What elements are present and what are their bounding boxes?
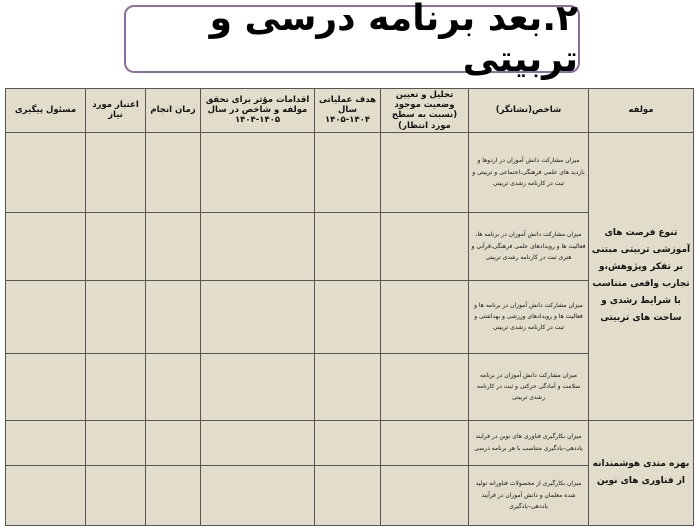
table-row (6, 132, 694, 212)
indicator-cell: میزان مشارکت دانش آموزان در برنامه سلامت و آمادگی حرکتی و ثبت در کارنامه رشدی تربیتی (469, 353, 589, 420)
header-indicator: شاخص(نشانگر) (469, 89, 589, 133)
empty-cell[interactable] (381, 420, 469, 465)
empty-cell[interactable] (315, 420, 381, 465)
empty-cell[interactable] (381, 465, 469, 525)
empty-cell[interactable] (381, 212, 469, 280)
empty-cell[interactable] (6, 280, 86, 353)
empty-cell[interactable] (381, 280, 469, 353)
empty-cell[interactable] (315, 132, 381, 212)
empty-cell[interactable] (201, 132, 315, 212)
component-cell: تنوع فرصت های آموزشی تربیتی مبتنی بر تفکر وپژوهش،و تجارب واقعی متناسب با شرایط رشدی و ساحت های تربیتی (589, 132, 694, 420)
header-actions: اقدامات مؤثر برای تحقق مولفه و شاخص در سال ۱۴۰۵-۱۴۰۴ (201, 89, 315, 133)
empty-cell[interactable] (201, 212, 315, 280)
header-row (6, 89, 694, 133)
empty-cell[interactable] (315, 280, 381, 353)
empty-cell[interactable] (315, 212, 381, 280)
empty-cell[interactable] (6, 132, 86, 212)
empty-cell[interactable] (381, 353, 469, 420)
table-row (6, 420, 694, 465)
empty-cell[interactable] (201, 420, 315, 465)
component-cell: بهره مندی هوشمندانه از فناوری های نوین (589, 420, 694, 525)
page-title-box (124, 0, 580, 80)
header-component: مولفه (589, 89, 694, 133)
empty-cell[interactable] (86, 420, 146, 465)
page-title: ۲.بعد برنامه درسی و تربیتی (209, 0, 578, 80)
empty-cell[interactable] (381, 132, 469, 212)
program-table (5, 88, 694, 526)
empty-cell[interactable] (86, 132, 146, 212)
empty-cell[interactable] (86, 280, 146, 353)
empty-cell[interactable] (86, 353, 146, 420)
header-time: زمان انجام (146, 89, 201, 133)
empty-cell[interactable] (201, 280, 315, 353)
header-budget: اعتبار مورد نیاز (86, 89, 146, 133)
empty-cell[interactable] (201, 353, 315, 420)
empty-cell[interactable] (146, 132, 201, 212)
indicator-cell: میزان مشارکت دانش آموزان در اردوها و بازدید های علمی فرهنگی،اجتماعی و تربیتی و ثبت در کارنامه رشدی تربیتی (469, 132, 589, 212)
indicator-cell: میزان بکارگیری از محصولات فناورانه تولید شده معلمان و دانش آموزان در فرآیند یاددهی–یادگیری (469, 465, 589, 525)
empty-cell[interactable] (6, 465, 86, 525)
empty-cell[interactable] (146, 420, 201, 465)
empty-cell[interactable] (86, 465, 146, 525)
empty-cell[interactable] (86, 212, 146, 280)
indicator-cell: میزان مشارکت دانش آموزان در برنامه ها و فعالیت ها و رویدادهای ورزشی و بهداشتی و ثبت در کارنامه رشدی تربیتی (469, 280, 589, 353)
header-goal: هدف عملیاتی سال ۱۴۰۴-۱۴۰۵ (315, 89, 381, 133)
empty-cell[interactable] (315, 465, 381, 525)
empty-cell[interactable] (146, 353, 201, 420)
header-responsible: مسئول پیگیری (6, 89, 86, 133)
empty-cell[interactable] (146, 465, 201, 525)
empty-cell[interactable] (146, 280, 201, 353)
empty-cell[interactable] (6, 353, 86, 420)
header-analysis: تحلیل و تعیین وضعیت موجود (نسبت به سطح مورد انتظار) (381, 89, 469, 133)
empty-cell[interactable] (6, 420, 86, 465)
empty-cell[interactable] (6, 212, 86, 280)
empty-cell[interactable] (146, 212, 201, 280)
indicator-cell: میزان بکارگیری فناوری های نوین در فرایند یاددهی–یادگیری متناسب با هر برنامه درسی (469, 420, 589, 465)
indicator-cell: میزان مشارکت دانش آموزان در برنامه ها، فعالیت ها و رویدادهای علمی فرهنگی،قرآنی و هنری ثبت در کارنامه رشدی تربیتی (469, 212, 589, 280)
empty-cell[interactable] (315, 353, 381, 420)
empty-cell[interactable] (201, 465, 315, 525)
